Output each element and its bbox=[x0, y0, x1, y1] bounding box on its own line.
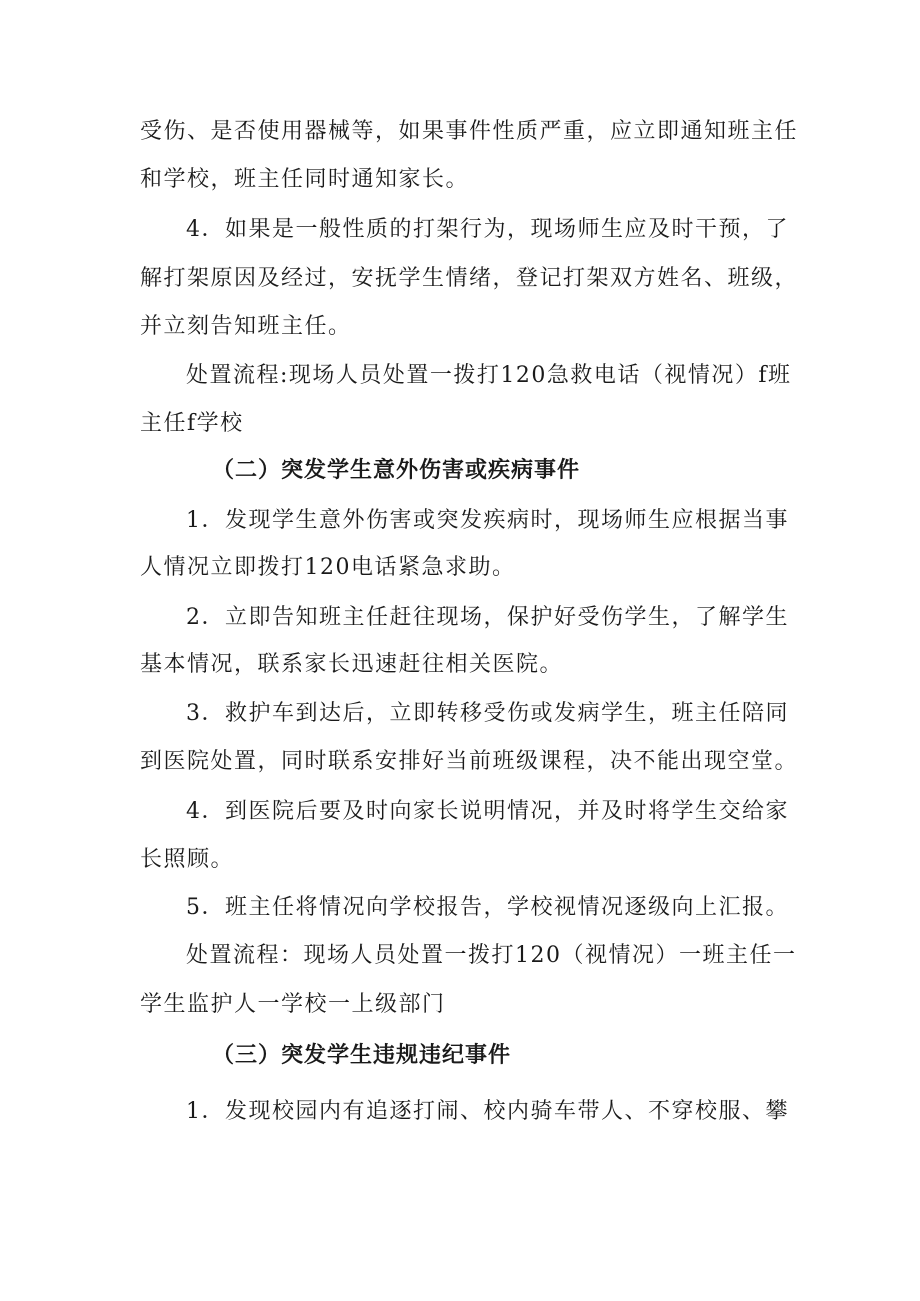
procedure-flow: 处置流程：现场人员处置一拨打120（视情况）一班主任一 bbox=[186, 943, 797, 968]
paragraph-line: 人情况立即拨打120电话紧急求助。 bbox=[140, 555, 516, 580]
paragraph-line: 和学校，班主任同时通知家长。 bbox=[140, 167, 470, 192]
list-item-4: 4．如果是一般性质的打架行为，现场师生应及时干预，了 bbox=[186, 217, 789, 242]
paragraph-line: 到医院处置，同时联系安排好当前班级课程，决不能出现空堂。 bbox=[140, 749, 799, 774]
list-item-5: 5．班主任将情况向学校报告，学校视情况逐级向上汇报。 bbox=[186, 895, 789, 920]
list-item-1: 1．发现校园内有追逐打闹、校内骑车带人、不穿校服、攀 bbox=[186, 1099, 789, 1124]
procedure-flow: 处置流程:现场人员处置一拨打120急救电话（视情况）f班 bbox=[186, 363, 792, 388]
paragraph-line: 主任f学校 bbox=[140, 411, 244, 436]
paragraph-line: 学生监护人一学校一上级部门 bbox=[140, 992, 446, 1017]
section-heading-2: （二）突发学生意外伤害或疾病事件 bbox=[212, 458, 581, 483]
list-item-1: 1．发现学生意外伤害或突发疾病时，现场师生应根据当事 bbox=[186, 508, 789, 533]
section-heading-3: （三）突发学生违规违纪事件 bbox=[212, 1043, 512, 1068]
list-item-2: 2．立即告知班主任赶往现场，保护好受伤学生，了解学生 bbox=[186, 605, 789, 630]
paragraph-line: 解打架原因及经过，安抚学生情绪，登记打架双方姓名、班级， bbox=[140, 266, 799, 291]
paragraph-line: 基本情况，联系家长迅速赶往相关医院。 bbox=[140, 652, 564, 677]
paragraph-line: 受伤、是否使用器械等，如果事件性质严重，应立即通知班主任 bbox=[140, 119, 799, 144]
paragraph-line: 长照顾。 bbox=[140, 847, 235, 872]
paragraph-line: 并立刻告知班主任。 bbox=[140, 314, 352, 339]
list-item-3: 3．救护车到达后，立即转移受伤或发病学生，班主任陪同 bbox=[186, 701, 789, 726]
list-item-4: 4．到医院后要及时向家长说明情况，并及时将学生交给家 bbox=[186, 799, 789, 824]
